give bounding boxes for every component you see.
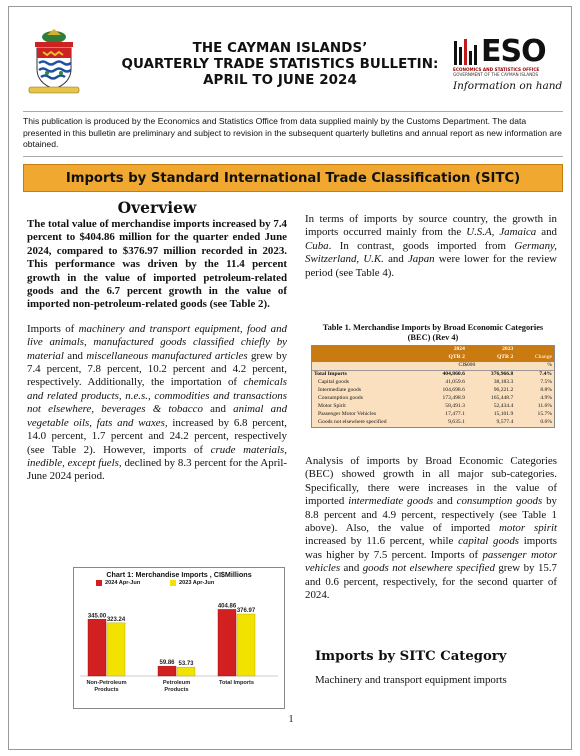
row-change: 7.4% (539, 371, 552, 378)
coat-of-arms-icon (25, 29, 83, 95)
table-row (312, 403, 554, 411)
row-value-2024: 9,635.1 (448, 419, 465, 426)
logo-subtitle-2: GOVERNMENT OF THE CAYMAN ISLANDS (453, 72, 539, 77)
table-row (312, 370, 554, 378)
row-value-2024: 404,860.6 (442, 371, 465, 378)
chart-plot (74, 590, 284, 708)
row-value-2023: 376,966.8 (490, 371, 514, 378)
chart-title: Chart 1: Merchandise Imports , CI$Millions (106, 570, 252, 579)
legend-swatch-2023 (170, 580, 176, 586)
data-label: 323.24 (106, 616, 126, 623)
data-label: 404.86 (217, 603, 237, 610)
bar-2023-2 (237, 614, 255, 676)
col-change: Change (515, 354, 554, 362)
right-column-lower (305, 455, 557, 613)
legend-label-2024: 2024 Apr-Jun (105, 580, 141, 586)
data-label: 345.00 (87, 613, 107, 620)
row-label: Total Imports (314, 371, 347, 378)
row-label: Motor Spirit (318, 403, 346, 410)
bulletin-title (95, 41, 465, 89)
table-1 (311, 345, 555, 428)
overview-paragraph-2: Imports of machinery and transport equipment, food and live animals, manufactured goods classified chiefly by material and miscellaneous manufactured articles grew by 7.4 percent, 7.8 percent, 10.2 percent and 4.2 percent, respectively. Additionally, the importation of chemicals and related products, n.e.s., commodities and transactions not elsewhere, beverages & tobacco and animal and vegetable oils, fats and waxes, increased by 6.8 percent, 14.0 percent, 1.7 percent and 24.2 percent, respectively (see Table 2). However, imports of crude materials, inedible, except fuels, declined by 8.3 percent for the April-June 2024 period. (27, 322, 288, 483)
unit-pct: % (515, 362, 554, 370)
table-row (312, 387, 554, 395)
right-column (305, 213, 557, 291)
col-qtr-2024: QTR 2 (418, 354, 466, 362)
table-row (312, 411, 554, 419)
title-line-1: THE CAYMAN ISLANDS’ (192, 41, 368, 56)
chart-1 (73, 567, 285, 709)
category-label: Petroleum (162, 680, 191, 686)
source-country-paragraph: In terms of imports by source country, the growth in imports occurred mainly from the U.S.A, Jamaica and Cuba. In contrast, goods imported from Germany, Switzerland, U.K. and Japan were lower for the review period (see Table 4). (305, 213, 558, 279)
eso-logo (453, 34, 565, 92)
row-change: 11.6% (537, 403, 552, 410)
row-change: 8.8% (540, 387, 552, 394)
row-label: Capital goods (318, 379, 349, 386)
row-label: Consumption goods (318, 395, 363, 402)
row-value-2024: 58,491.3 (445, 403, 465, 410)
intro-paragraph: This publication is produced by the Economics and Statistics Office from data supplied mainly by the Customs Department. The data presented in this bulletin are preliminary and subject to revision in the subsequent quarterly bulletins and annual report as new information are obtained. (23, 111, 563, 157)
logo-text: ESO (481, 34, 546, 69)
category-label: Products (164, 687, 189, 693)
row-value-2024: 17,477.1 (445, 411, 465, 418)
overview-heading: Overview (117, 198, 197, 217)
header (9, 7, 573, 107)
row-value-2023: 38,183.3 (493, 379, 514, 386)
table-row (312, 419, 554, 427)
row-value-2023: 165,448.7 (490, 395, 514, 402)
row-change: 7.5% (540, 379, 552, 386)
data-label: 53.73 (178, 661, 194, 668)
table-row (312, 379, 554, 387)
bar-2023-0 (107, 623, 125, 676)
row-change: 15.7% (537, 411, 552, 418)
data-label: 376.97 (236, 608, 256, 615)
bar-2024-0 (88, 619, 106, 676)
bar-2024-1 (158, 666, 176, 676)
table-row (312, 395, 554, 403)
table-1-title: Table 1. Merchandise Imports by Broad Economic Categories (BEC) (Rev 4) (322, 323, 544, 342)
unit-label: CI$000 (418, 362, 515, 370)
row-value-2023: 15,101.9 (493, 411, 514, 418)
col-year-2023: 2023 (467, 346, 515, 354)
legend-label-2023: 2023 Apr-Jun (179, 580, 215, 586)
legend-swatch-2024 (96, 580, 102, 586)
row-label: Intermediate goods (318, 387, 362, 394)
legend-item-2023 (170, 580, 214, 586)
left-column (27, 199, 287, 495)
data-label: 59.86 (159, 660, 175, 667)
category-label: Products (94, 687, 119, 693)
bar-2024-2 (218, 609, 236, 676)
section-banner: Imports by Standard International Trade Classification (SITC) (23, 164, 563, 192)
row-change: 4.9% (540, 395, 552, 402)
row-value-2023: 9,577.4 (496, 419, 514, 426)
title-line-2: QUARTERLY TRADE STATISTICS BULLETIN: (121, 57, 439, 72)
row-label: Goods not elsewhere specified (318, 419, 387, 426)
col-year-2024: 2024 (418, 346, 466, 354)
col-qtr-2023: QTR 2 (467, 354, 515, 362)
eso-bars-icon (453, 37, 479, 67)
overview-paragraph-1: The total value of merchandise imports increased by 7.4 percent to $404.86 million for the quarter ended June 2024, compared to $376.97 million recorded in 2023. This performance was driven by the 11.4 percent growth in the value of imported petroleum-related goods and the 6.7 percent growth in the value of imported non-petroleum-related goods (see Table 2). (27, 218, 287, 311)
row-value-2024: 173,498.9 (442, 395, 465, 402)
bar-2023-1 (177, 667, 195, 676)
row-change: 0.6% (540, 419, 552, 426)
row-value-2024: 104,698.6 (442, 387, 465, 394)
category-label: Non-Petroleum (86, 680, 127, 686)
category-label: Total Imports (218, 680, 255, 686)
sitc-category-heading: Imports by SITC Category (315, 649, 507, 664)
logo-tagline: Information on hand (453, 80, 563, 92)
logo-subtitle: ECONOMICS AND STATISTICS OFFICE (453, 67, 540, 72)
page-number: 1 (288, 714, 294, 725)
bulletin-page (8, 6, 572, 750)
row-value-2023: 52,434.4 (493, 403, 514, 410)
row-value-2024: 41,059.6 (445, 379, 465, 386)
title-line-3: APRIL TO JUNE 2024 (203, 73, 357, 88)
row-value-2023: 96,221.2 (493, 387, 514, 394)
bec-paragraph: Analysis of imports by Broad Economic Categories (BEC) showed growth in all major sub-categories. Specifically, there were increases in the value of imported intermediate goods and consumption goods by 8.8 percent and 4.9 percent, respectively (see Table 1 above). Also, the value of imported motor spirit increased by 11.6 percent, while capital goods imports was higher by 7.5 percent. Imports of passenger motor vehicles and goods not elsewhere specified grew by 15.7 and 0.6 percent, respectively, for the second quarter of 2024. (305, 455, 558, 602)
legend-item-2024 (96, 580, 140, 586)
row-label: Passenger Motor Vehicles (318, 411, 376, 418)
sitc-category-paragraph: Machinery and transport equipment imports (315, 674, 507, 686)
